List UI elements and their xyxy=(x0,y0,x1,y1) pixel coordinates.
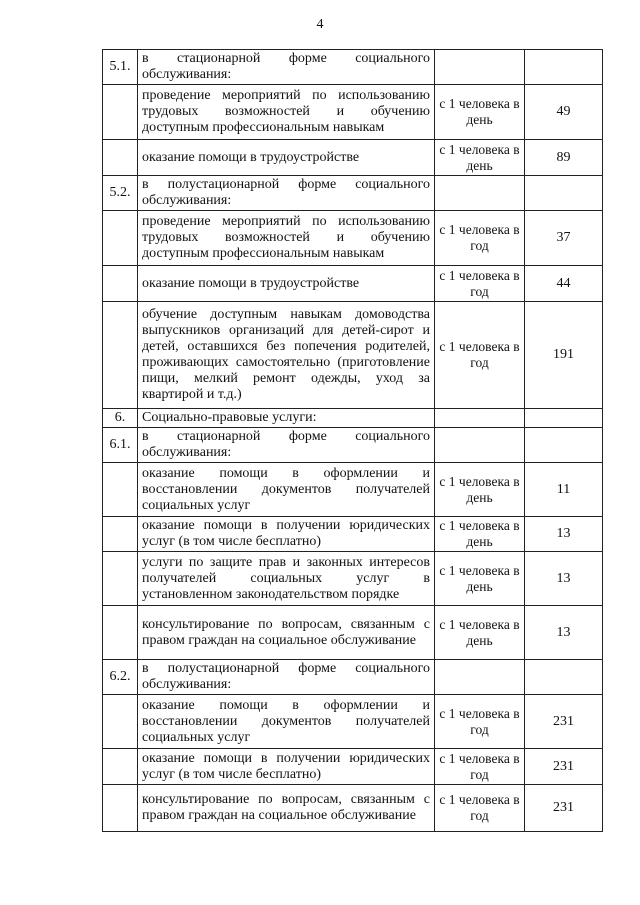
row-description: в полустационарной форме социального обслуживания: xyxy=(138,176,435,211)
table-row xyxy=(103,428,603,463)
table-row xyxy=(103,176,603,211)
row-unit xyxy=(435,409,525,428)
table-row xyxy=(103,85,603,140)
table-row xyxy=(103,50,603,85)
row-description: в стационарной форме социального обслуживания: xyxy=(138,50,435,85)
row-description: оказание помощи в оформлении и восстановлении документов получателей социальных услуг xyxy=(138,695,435,749)
row-number xyxy=(103,211,138,266)
row-description: оказание помощи в трудоустройстве xyxy=(138,266,435,302)
table-row xyxy=(103,785,603,832)
row-unit: с 1 человека в день xyxy=(435,140,525,176)
row-number: 5.1. xyxy=(103,50,138,85)
row-unit: с 1 человека в год xyxy=(435,211,525,266)
row-unit: с 1 человека в день xyxy=(435,552,525,606)
row-number xyxy=(103,606,138,660)
table-row xyxy=(103,517,603,552)
row-number xyxy=(103,517,138,552)
row-unit: с 1 человека в год xyxy=(435,785,525,832)
row-number: 6. xyxy=(103,409,138,428)
page-number: 4 xyxy=(316,17,324,32)
row-value: 13 xyxy=(525,552,603,606)
row-number xyxy=(103,266,138,302)
row-value: 231 xyxy=(525,785,603,832)
row-unit: с 1 человека в день xyxy=(435,463,525,517)
row-description: консультирование по вопросам, связанным с правом граждан на социальное обслуживание xyxy=(138,606,435,660)
row-unit xyxy=(435,50,525,85)
row-value: 231 xyxy=(525,695,603,749)
row-value: 13 xyxy=(525,517,603,552)
row-unit xyxy=(435,428,525,463)
table-row xyxy=(103,695,603,749)
row-number: 6.1. xyxy=(103,428,138,463)
row-value xyxy=(525,660,603,695)
row-description: Социально-правовые услуги: xyxy=(138,409,435,428)
row-value: 191 xyxy=(525,302,603,409)
table-row xyxy=(103,660,603,695)
row-number xyxy=(103,695,138,749)
row-number xyxy=(103,749,138,785)
row-unit: с 1 человека в год xyxy=(435,302,525,409)
row-description: оказание помощи в оформлении и восстановлении документов получателей социальных услуг xyxy=(138,463,435,517)
row-description: услуги по защите прав и законных интересов получателей социальных услуг в установленном законодательством порядке xyxy=(138,552,435,606)
row-value: 231 xyxy=(525,749,603,785)
row-description: в полустационарной форме социального обслуживания: xyxy=(138,660,435,695)
row-number: 5.2. xyxy=(103,176,138,211)
tariff-table xyxy=(102,49,603,832)
row-description: проведение мероприятий по использованию трудовых возможностей и обучению доступным профессиональным навыкам xyxy=(138,211,435,266)
row-value xyxy=(525,176,603,211)
row-value: 49 xyxy=(525,85,603,140)
row-unit: с 1 человека в год xyxy=(435,749,525,785)
row-value xyxy=(525,428,603,463)
table-row xyxy=(103,749,603,785)
row-unit: с 1 человека в год xyxy=(435,266,525,302)
row-number: 6.2. xyxy=(103,660,138,695)
row-unit xyxy=(435,660,525,695)
row-number xyxy=(103,785,138,832)
row-description: в стационарной форме социального обслуживания: xyxy=(138,428,435,463)
table-row xyxy=(103,552,603,606)
row-unit: с 1 человека в год xyxy=(435,695,525,749)
row-value: 13 xyxy=(525,606,603,660)
row-value: 37 xyxy=(525,211,603,266)
row-description: оказание помощи в получении юридических услуг (в том числе бесплатно) xyxy=(138,517,435,552)
row-number xyxy=(103,302,138,409)
row-number xyxy=(103,463,138,517)
table-row xyxy=(103,409,603,428)
row-unit: с 1 человека в день xyxy=(435,85,525,140)
row-number xyxy=(103,85,138,140)
row-number xyxy=(103,552,138,606)
row-description: консультирование по вопросам, связанным с правом граждан на социальное обслуживание xyxy=(138,785,435,832)
table-row xyxy=(103,140,603,176)
row-description: проведение мероприятий по использованию трудовых возможностей и обучению доступным профессиональным навыкам xyxy=(138,85,435,140)
table-row xyxy=(103,266,603,302)
row-value: 11 xyxy=(525,463,603,517)
row-unit: с 1 человека в день xyxy=(435,606,525,660)
row-value xyxy=(525,409,603,428)
table-row xyxy=(103,211,603,266)
table-row xyxy=(103,463,603,517)
row-value: 89 xyxy=(525,140,603,176)
row-unit xyxy=(435,176,525,211)
table-row xyxy=(103,302,603,409)
row-unit: с 1 человека в день xyxy=(435,517,525,552)
row-description: обучение доступным навыкам домоводства выпускников организаций для детей-сирот и детей, оставшихся без попечения родителей, проживающих самостоятельно (приготовление пищи, мелкий ремонт одежды, уход за квартирой и т.д.) xyxy=(138,302,435,409)
row-description: оказание помощи в получении юридических услуг (в том числе бесплатно) xyxy=(138,749,435,785)
row-value: 44 xyxy=(525,266,603,302)
row-description: оказание помощи в трудоустройстве xyxy=(138,140,435,176)
row-number xyxy=(103,140,138,176)
row-value xyxy=(525,50,603,85)
table-row xyxy=(103,606,603,660)
